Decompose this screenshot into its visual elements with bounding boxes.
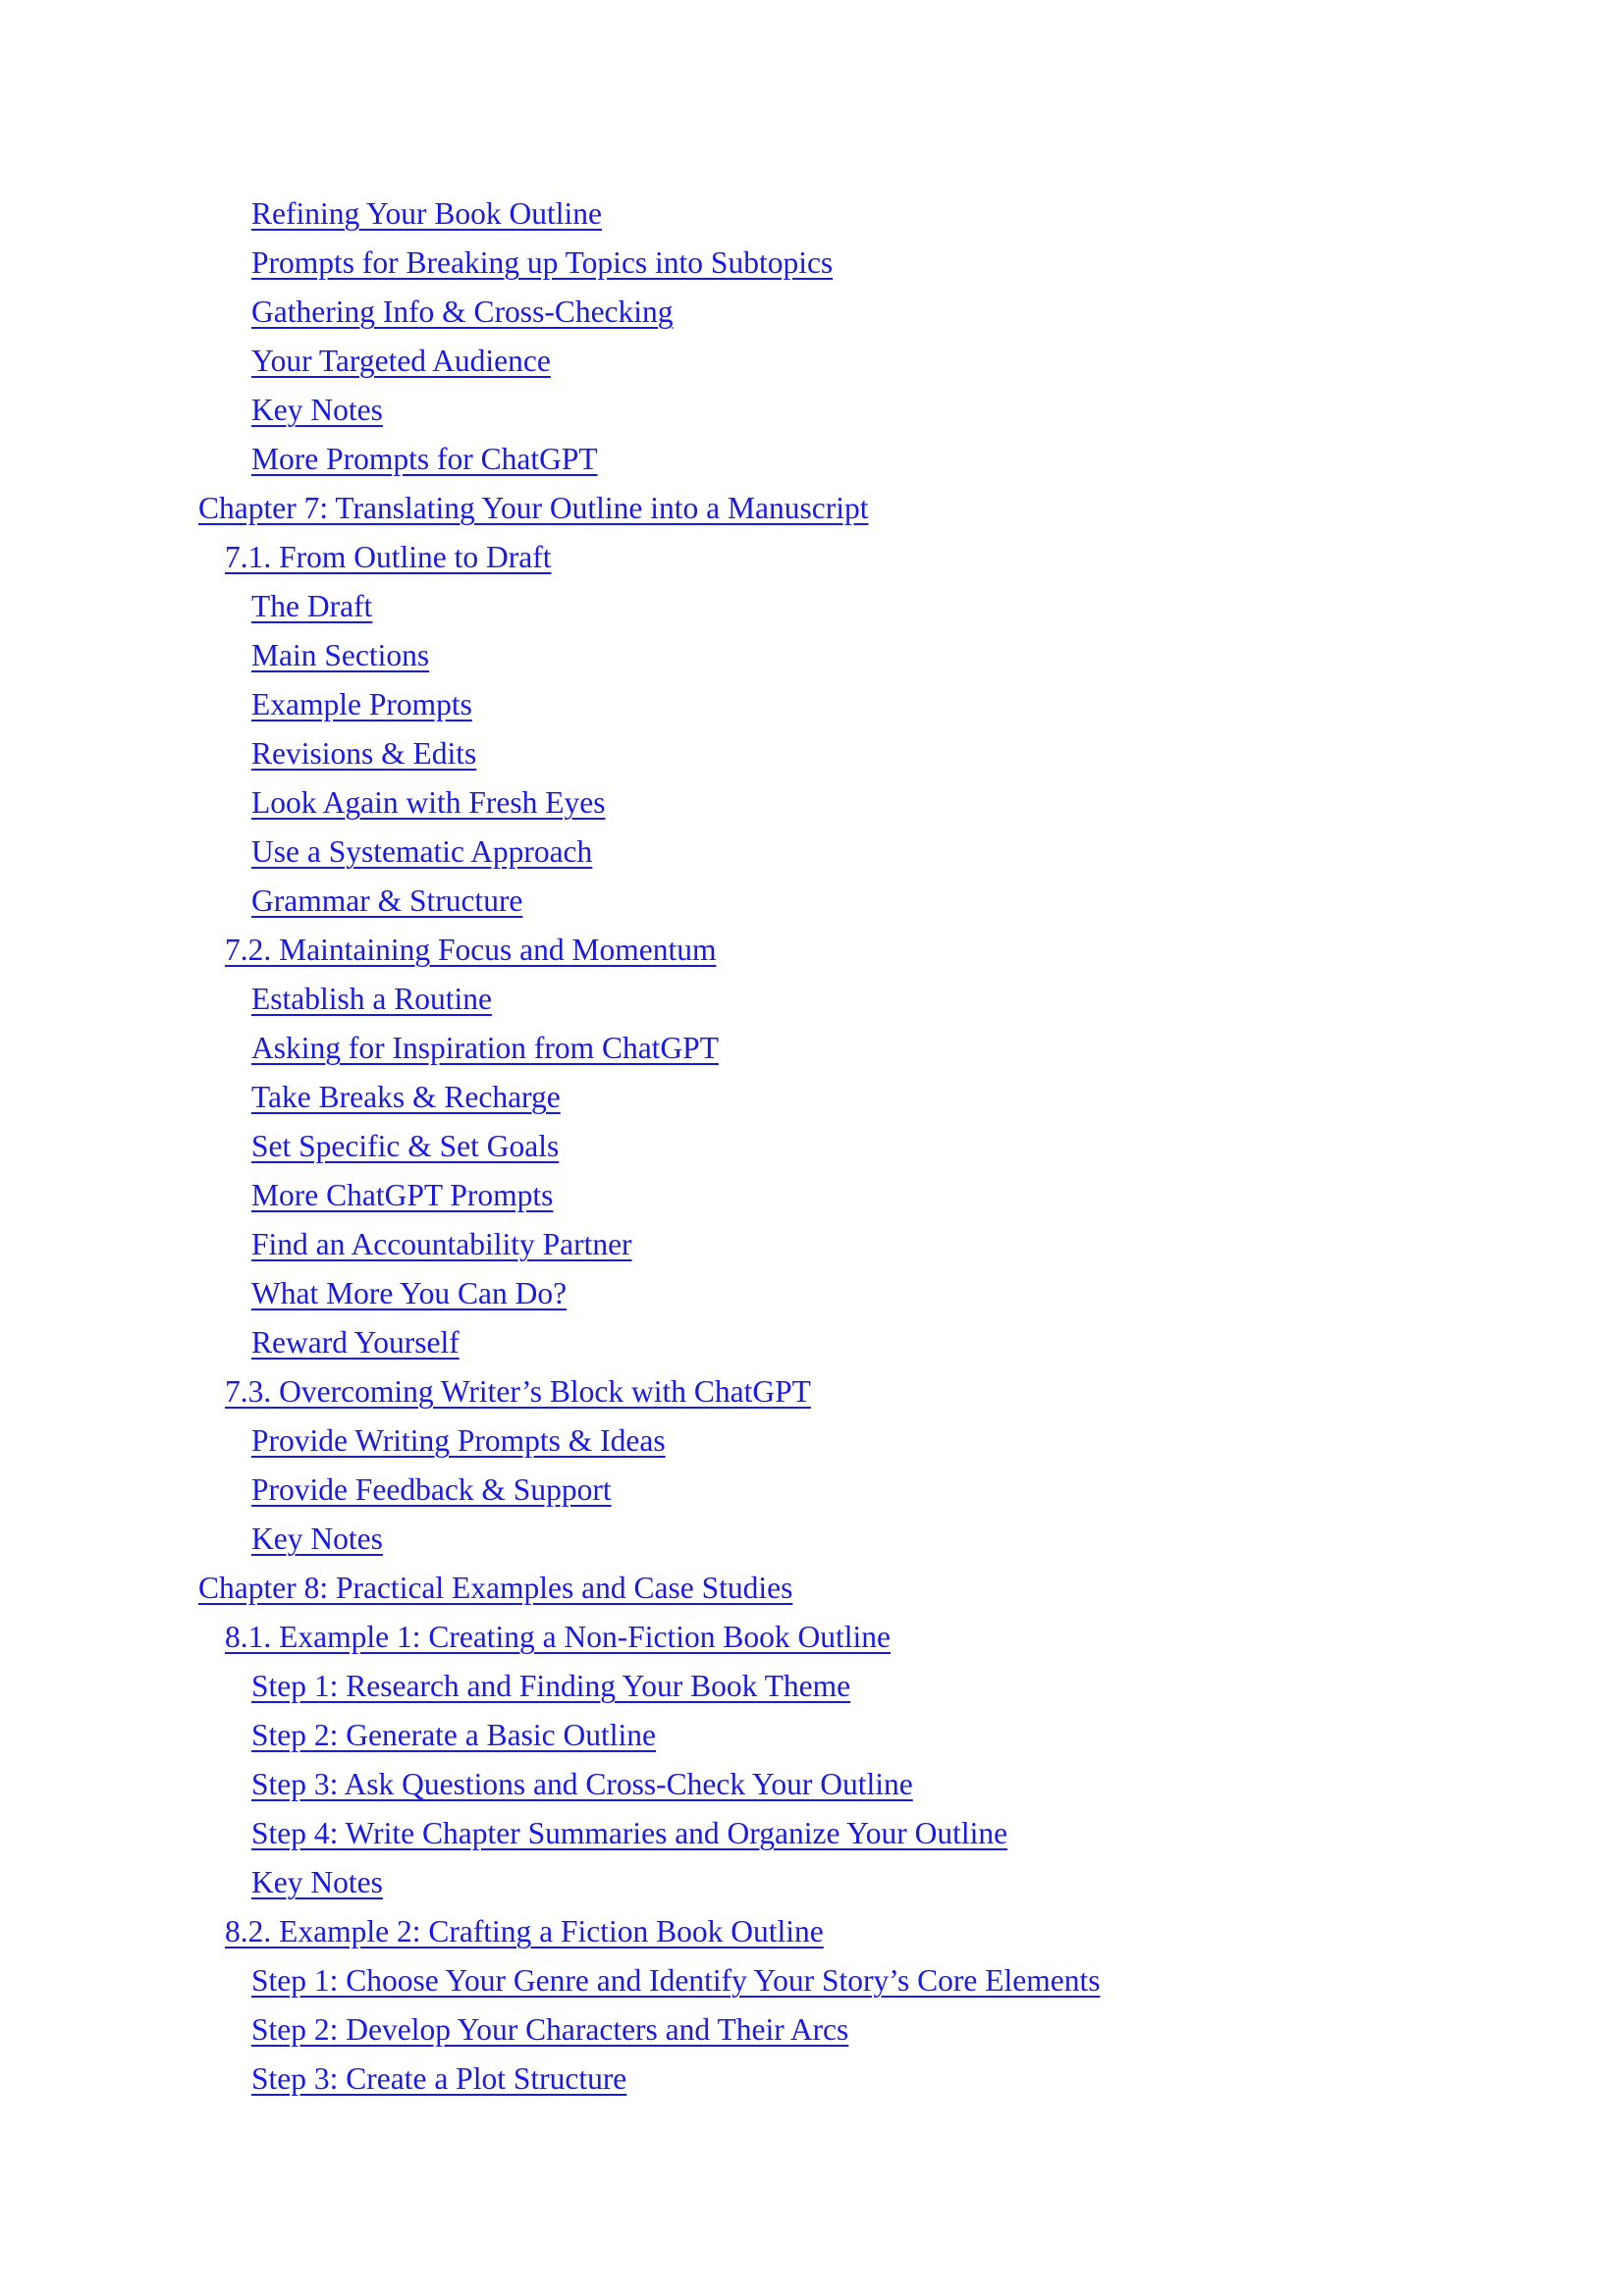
toc-section-entry — [0, 1907, 1624, 1956]
toc-link[interactable]: Gathering Info & Cross-Checking — [251, 294, 674, 329]
toc-link[interactable]: The Draft — [251, 589, 373, 623]
toc-link[interactable]: Step 2: Generate a Basic Outline — [251, 1718, 656, 1752]
toc-link[interactable]: Main Sections — [251, 638, 430, 672]
toc-subsection-entry — [0, 680, 1624, 729]
toc-link[interactable]: Chapter 7: Translating Your Outline into a Manuscript — [198, 491, 869, 525]
toc-link[interactable]: Prompts for Breaking up Topics into Subtopics — [251, 245, 834, 280]
toc-subsection-entry — [0, 2005, 1624, 2055]
toc-subsection-entry — [0, 729, 1624, 778]
toc-link[interactable]: What More You Can Do? — [251, 1276, 568, 1310]
toc-link[interactable]: Refining Your Book Outline — [251, 196, 603, 231]
toc-link[interactable]: Key Notes — [251, 1865, 383, 1899]
toc-subsection-entry — [0, 1024, 1624, 1073]
toc-subsection-entry — [0, 337, 1624, 386]
toc-subsection-entry — [0, 1416, 1624, 1466]
toc-subsection-entry — [0, 1073, 1624, 1122]
toc-link[interactable]: Step 4: Write Chapter Summaries and Organize Your Outline — [251, 1816, 1008, 1850]
toc-section-entry — [0, 533, 1624, 582]
toc-subsection-entry — [0, 1318, 1624, 1367]
toc-link[interactable]: Step 1: Choose Your Genre and Identify Your Story’s Core Elements — [251, 1963, 1101, 1998]
toc-subsection-entry — [0, 828, 1624, 877]
toc-section-entry — [0, 1367, 1624, 1416]
toc-link[interactable]: Reward Yourself — [251, 1325, 460, 1360]
toc-subsection-entry — [0, 1220, 1624, 1269]
toc-link[interactable]: Your Targeted Audience — [251, 344, 551, 378]
toc-link[interactable]: Use a Systematic Approach — [251, 834, 593, 869]
toc-subsection-entry — [0, 1760, 1624, 1809]
toc-link[interactable]: Step 3: Ask Questions and Cross-Check Your Outline — [251, 1767, 913, 1801]
toc-subsection-entry — [0, 1269, 1624, 1318]
toc-link[interactable]: Asking for Inspiration from ChatGPT — [251, 1031, 719, 1065]
toc-chapter-entry — [0, 1564, 1624, 1613]
toc-link[interactable]: Grammar & Structure — [251, 883, 523, 918]
toc-link[interactable]: Provide Feedback & Support — [251, 1472, 612, 1507]
toc-section-entry — [0, 926, 1624, 975]
toc-link[interactable]: Key Notes — [251, 393, 383, 427]
toc-section-entry — [0, 1613, 1624, 1662]
toc-link[interactable]: 7.2. Maintaining Focus and Momentum — [225, 933, 717, 967]
toc-link[interactable]: 8.2. Example 2: Crafting a Fiction Book Outline — [225, 1914, 824, 1949]
toc-subsection-entry — [0, 2055, 1624, 2104]
toc-link[interactable]: Revisions & Edits — [251, 736, 477, 771]
toc-subsection-entry — [0, 778, 1624, 828]
toc-subsection-entry — [0, 1515, 1624, 1564]
toc-subsection-entry — [0, 1858, 1624, 1907]
toc-link[interactable]: Step 1: Research and Finding Your Book Theme — [251, 1669, 851, 1703]
toc-link[interactable]: Step 2: Develop Your Characters and Their Arcs — [251, 2012, 849, 2047]
toc-subsection-entry — [0, 582, 1624, 631]
toc-link[interactable]: Set Specific & Set Goals — [251, 1129, 560, 1163]
toc-link[interactable]: Step 3: Create a Plot Structure — [251, 2061, 627, 2096]
toc-subsection-entry — [0, 386, 1624, 435]
toc-link[interactable]: 8.1. Example 1: Creating a Non-Fiction Book Outline — [225, 1620, 892, 1654]
toc-link[interactable]: Provide Writing Prompts & Ideas — [251, 1423, 666, 1458]
toc-link[interactable]: More Prompts for ChatGPT — [251, 442, 598, 476]
toc-subsection-entry — [0, 189, 1624, 239]
toc-chapter-entry — [0, 484, 1624, 533]
toc-link[interactable]: Take Breaks & Recharge — [251, 1080, 561, 1114]
toc-link[interactable]: Establish a Routine — [251, 982, 492, 1016]
toc-subsection-entry — [0, 435, 1624, 484]
toc-link[interactable]: Example Prompts — [251, 687, 472, 721]
toc-subsection-entry — [0, 1711, 1624, 1760]
toc-subsection-entry — [0, 877, 1624, 926]
toc-subsection-entry — [0, 1662, 1624, 1711]
toc-subsection-entry — [0, 1122, 1624, 1171]
toc-link[interactable]: Key Notes — [251, 1522, 383, 1556]
toc-link[interactable]: 7.1. From Outline to Draft — [225, 540, 552, 574]
toc-link[interactable]: Find an Accountability Partner — [251, 1227, 632, 1261]
toc-link[interactable]: 7.3. Overcoming Writer’s Block with ChatGPT — [225, 1374, 811, 1409]
toc-subsection-entry — [0, 1956, 1624, 2005]
toc-subsection-entry — [0, 1171, 1624, 1220]
toc-subsection-entry — [0, 1466, 1624, 1515]
toc-subsection-entry — [0, 975, 1624, 1024]
toc-subsection-entry — [0, 288, 1624, 337]
toc-subsection-entry — [0, 1809, 1624, 1858]
toc-subsection-entry — [0, 239, 1624, 288]
toc-link[interactable]: More ChatGPT Prompts — [251, 1178, 554, 1212]
toc-link[interactable]: Look Again with Fresh Eyes — [251, 785, 606, 820]
toc-subsection-entry — [0, 631, 1624, 680]
toc-link[interactable]: Chapter 8: Practical Examples and Case Studies — [198, 1571, 793, 1605]
table-of-contents — [0, 189, 1624, 2104]
